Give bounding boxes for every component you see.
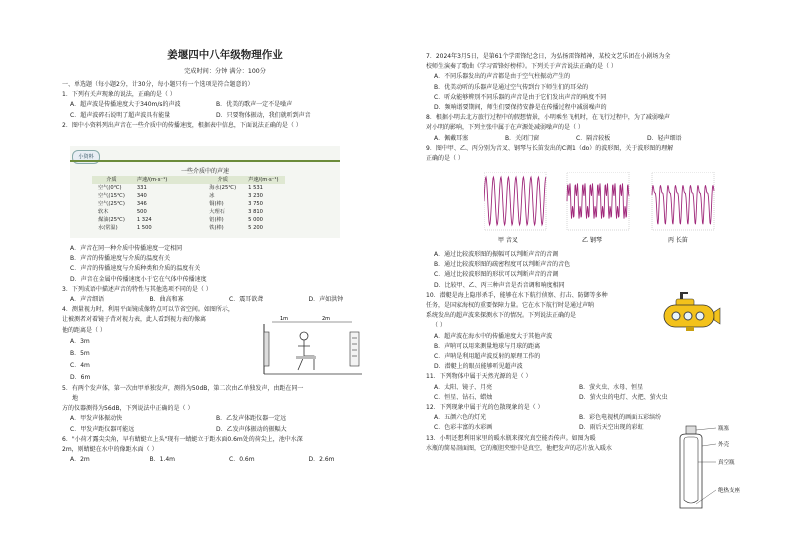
waveform-label-fork: 甲 音叉 bbox=[498, 237, 518, 244]
q1-options bbox=[62, 100, 388, 110]
thermos-figure bbox=[676, 424, 766, 514]
q7-option-c: C．听众能够辨别不同乐器的声音是由于它们发出声音的响度不同 bbox=[434, 93, 607, 101]
q2-stem: 2．图中小资料列出声音在一些介质中的传播速度，根据表中信息，下面说法正确的是（ ） bbox=[62, 121, 302, 129]
q12-option-b: B．彩色电视机的画面五彩缤纷 bbox=[579, 414, 662, 422]
table-row bbox=[92, 200, 285, 208]
table-cell: 空气(25℃) bbox=[98, 201, 125, 207]
q10-option-a: A．超声波在海水中的传播速度大于其他声波 bbox=[434, 332, 553, 340]
q7-option-b: B．优美动听的乐器声是通过空气传到台下师生们的耳朵的 bbox=[434, 83, 589, 91]
q10-stem-2: 任务，是国家海权的重要保障力量。它在水下航行时是通过声呐 bbox=[426, 302, 595, 310]
table-cell: 5 000 bbox=[248, 217, 263, 223]
q3-option-c: C．震耳欲聋 bbox=[229, 296, 264, 304]
q6-option-c: C．0.6m bbox=[229, 456, 255, 464]
q9-stem-1: 9．图中甲、乙、丙分别为音叉、钢琴与长笛发出的C调1（do）的波形图，关于波形图的理解 bbox=[426, 144, 674, 152]
q7-stem-1: 7．2024年3月5日，是第61个学雷锋纪念日，为弘扬雷锋精神，某校文艺乐团在小剧场为全 bbox=[426, 53, 671, 60]
table-cell: 5 200 bbox=[248, 225, 263, 231]
q4-option-b: B．5m bbox=[70, 349, 90, 357]
divider bbox=[70, 160, 340, 162]
q8-stem-2: 对小明的影响，下列主张中属于在声源处减弱噪声的是（ ） bbox=[426, 124, 584, 132]
q13-stem-2: 水瓶的简易剖面图，它的瓶胆夹壁中是真空，他把发声的芯片放入暖水 bbox=[426, 444, 613, 452]
q5-option-a: A．甲发声体振动快 bbox=[70, 415, 123, 423]
q7-stem-2: 校师生演奏了歌曲《学习雷锋好榜样》。下列关于声音说法正确的是（ ） bbox=[426, 63, 617, 71]
q8-option-c: C．隔音较板 bbox=[576, 134, 611, 142]
table-gap bbox=[173, 224, 203, 232]
q6-stem-1: 6．"小荷才露尖尖角，早有蜻蜓立上头"现有一蜻蜓立于距水面0.6m处的荷尖上，池中水深 bbox=[62, 435, 303, 443]
table-cell: 铁(棒) bbox=[209, 225, 224, 231]
q1-option-c: C．超声波碎石说明了超声波具有能量 bbox=[70, 111, 171, 119]
q6-option-b: B．1.4m bbox=[149, 456, 176, 464]
q8-options bbox=[426, 134, 718, 144]
mirror-figure bbox=[262, 314, 362, 384]
q1-option-b: B．优美的歌声一定不是噪声 bbox=[216, 101, 293, 109]
q4-option-c: C．4m bbox=[70, 361, 90, 369]
table-cell: 冰 bbox=[209, 193, 215, 199]
q6-stem-2: 2m，则蜻蜓在水中的像距水面（ ） bbox=[62, 446, 158, 454]
right-column-lower bbox=[426, 250, 718, 454]
q2-option-d: D．声音在金属中传播速度小于它在气体中传播速度 bbox=[70, 275, 207, 283]
q12-options-row2 bbox=[426, 423, 718, 433]
q12-option-a: A．五颜六色的灯光 bbox=[434, 414, 487, 422]
q11-option-a: A．太阳、镜子、月亮 bbox=[434, 383, 493, 391]
q3-option-b: B．曲高和寡 bbox=[149, 296, 184, 304]
q5-stem-1: 5．有两个发声体，第一次由甲单独发声，测得为50dB，第二次由乙单独发声，由距在同一 bbox=[62, 384, 304, 392]
table-cell: 1 531 bbox=[248, 185, 263, 191]
q4-stem-3: 他的距离是（ ） bbox=[62, 326, 106, 334]
table-cell: 500 bbox=[136, 209, 147, 215]
q8-option-a: A．佩戴耳塞 bbox=[434, 134, 469, 142]
q5-options-row2 bbox=[62, 425, 388, 435]
q9-option-b: B．通过比较波形图的疏密程度可以判断声音的音色 bbox=[434, 261, 571, 269]
table-cell: 331 bbox=[136, 185, 147, 191]
table-row bbox=[92, 184, 285, 192]
table-cell: 软木 bbox=[98, 209, 109, 215]
q8-stem-1: 8．根据小明去北方旅行过程中的假想情景，小明乘坐飞机时，在飞行过程中，为了减弱噪声 bbox=[426, 114, 670, 122]
section-heading: 一、单选题（每小题2分，计30分，每小题只有一个选项是符合题意的） bbox=[62, 81, 254, 88]
waveform-piano bbox=[567, 172, 629, 230]
q12-stem: 12．下列现象中属于光的色散现象的是（ ） bbox=[426, 404, 544, 412]
q3-option-a: A．声音细语 bbox=[70, 296, 105, 304]
q10-stem-3: 系统发出的超声波来探测水下的情况。下列说法正确的是 bbox=[426, 312, 577, 320]
table-cell: 340 bbox=[136, 193, 147, 199]
table-cell: 空气(0℃) bbox=[98, 185, 122, 191]
q3-stem: 3．下列成语中描述声音的特性与其他选项不同的是（ ） bbox=[62, 285, 212, 293]
table-row bbox=[92, 208, 285, 216]
q10-stem-4: （ ） bbox=[432, 322, 446, 330]
table-header: 介质 bbox=[92, 176, 131, 184]
q1-options-row2 bbox=[62, 111, 388, 121]
left-column bbox=[62, 80, 388, 131]
q4-option-a: A．3m bbox=[70, 337, 90, 345]
waveform-figure bbox=[484, 172, 720, 248]
q8-option-d: D．轻声细语 bbox=[647, 134, 682, 142]
q2-option-a: A．声音在同一种介质中传播速度一定相同 bbox=[70, 245, 183, 252]
q5-option-c: C．甲发声距仪器可能远 bbox=[70, 425, 135, 433]
q5-option-d: D．乙发声体振动的振幅大 bbox=[216, 425, 287, 433]
table-row bbox=[92, 192, 285, 200]
data-table-box bbox=[70, 146, 340, 238]
q13-stem-1: 13．小明还想利用家里的暖水瓶来探究真空能否传声。如图为暖 bbox=[426, 434, 596, 442]
q6-option-d: D．2.6m bbox=[308, 456, 335, 464]
q11-option-c: C．恒星、钻石、蜡烛 bbox=[434, 393, 493, 401]
table-cell: 大理石 bbox=[209, 209, 225, 215]
q9-stem-2: 正确的是（ ） bbox=[426, 155, 464, 163]
q11-options-row2 bbox=[426, 393, 718, 403]
q3-options bbox=[62, 295, 388, 305]
q10-stem-1: 10．潜艇是海上隐形杀手，能够在水下航行侦察、打击、防御等多种 bbox=[426, 291, 608, 299]
waveform-label-piano: 乙 钢琴 bbox=[582, 237, 602, 244]
thermos-label-support: 绝热支座 bbox=[718, 488, 741, 494]
q4-stem-1: 4．测量视力时，利用平面镜成像特点可以节省空间。如图所示， bbox=[62, 306, 234, 314]
right-column bbox=[426, 52, 718, 164]
table-header: 声速/(m·s⁻¹) bbox=[131, 176, 173, 184]
q1-option-d: D．只要物体振动，我们就听到声音 bbox=[216, 111, 311, 119]
table-cell: 铜(棒) bbox=[209, 201, 224, 207]
thermos-label-vacuum: 真空瓶 bbox=[718, 460, 735, 466]
q5-stem-2: 地 bbox=[72, 395, 79, 403]
table-gap bbox=[173, 176, 203, 184]
q11-option-d: D．萤火虫的电灯、火把、萤火虫 bbox=[579, 393, 668, 401]
q12-option-c: C．色彩丰富的水彩画 bbox=[434, 424, 493, 432]
q10-option-c: C．声呐是利用超声波反射的原理工作的 bbox=[434, 353, 541, 361]
q6-options bbox=[62, 455, 388, 465]
q3-option-d: D．声如洪钟 bbox=[308, 296, 344, 304]
table-cell: 3 230 bbox=[248, 193, 263, 199]
q7-option-d: D．频响谱要期间，师生们要保持安静是在传播过程中减弱噪声的 bbox=[434, 104, 607, 112]
table-row bbox=[92, 216, 285, 224]
submarine-illustration bbox=[660, 290, 722, 336]
q9-option-d: D．比较甲、乙、丙三种声音是否音调和响度相同 bbox=[434, 281, 565, 289]
table-gap bbox=[173, 208, 203, 216]
q5-options bbox=[62, 414, 388, 424]
q5-option-b: B．乙发声体距仪器一定远 bbox=[216, 415, 287, 423]
table-gap bbox=[173, 184, 203, 192]
table-gap bbox=[173, 192, 203, 200]
thermos-label-shell: 外壳 bbox=[718, 442, 730, 448]
waveform-tuning-fork bbox=[484, 172, 546, 230]
table-header: 介质 bbox=[203, 176, 242, 184]
page-meta: 完成时间：分钟 满分：100分 bbox=[184, 68, 266, 75]
table-cell: 水(常温) bbox=[98, 225, 118, 231]
waveform-label-flute: 丙 长笛 bbox=[668, 237, 688, 244]
table-cell: 1 500 bbox=[136, 225, 152, 231]
q10-option-d: D．潜艇上的眼员能够听见超声波 bbox=[434, 363, 523, 371]
table-cell: 346 bbox=[136, 201, 147, 207]
q11-stem: 11．下列物体中属于天然光源的是（ ） bbox=[426, 373, 532, 381]
q11-option-b: B．萤火虫、水母、恒星 bbox=[579, 383, 644, 391]
distance-label-2m: 2m bbox=[322, 316, 331, 322]
thermos-label-stopper: 瓶塞 bbox=[718, 426, 730, 432]
table-caption: 一些介质中的声速 bbox=[180, 168, 229, 175]
q12-options bbox=[426, 413, 718, 423]
q10-option-b: B．声呐可以用来测量地球与月球的距离 bbox=[434, 342, 541, 350]
table-gap bbox=[173, 216, 203, 224]
table-cell: 3 810 bbox=[248, 209, 263, 215]
q6-option-a: A．2m bbox=[70, 456, 90, 464]
q4-option-d: D．6m bbox=[70, 373, 91, 381]
table-cell: 铝(棒) bbox=[209, 217, 224, 223]
speed-table bbox=[92, 176, 285, 232]
q2-option-c: C．声音的传播速度与介质种类和介质的温度有关 bbox=[70, 265, 201, 273]
q11-options bbox=[426, 383, 718, 393]
table-header: 声速/(m·s⁻¹) bbox=[242, 176, 284, 184]
table-cell: 3 750 bbox=[248, 201, 263, 207]
q1-option-a: A．超声波是传播速度大于340m/s的声波 bbox=[70, 101, 181, 109]
table-cell: 煤油(25℃) bbox=[98, 217, 125, 223]
q9-option-c: C．通过比较波形图的形状可以判断声音的音调 bbox=[434, 271, 559, 279]
waveform-flute bbox=[652, 172, 714, 230]
table-cell: 海水(25℃) bbox=[209, 185, 237, 191]
q7-option-a: A．不同乐器发出的声音都是由于空气柱振动产生的 bbox=[434, 73, 571, 81]
q5-stem-3: 方的仪器测得为56dB，下列说法中正确的是（ ） bbox=[62, 405, 194, 413]
q8-option-b: B．关闭门窗 bbox=[505, 134, 540, 142]
distance-label-1m: 1m bbox=[280, 316, 289, 322]
q9-option-a: A．通过比较波形图的振幅可以判断声音的音调 bbox=[434, 251, 559, 258]
table-row bbox=[92, 224, 285, 232]
q1-stem: 1．下列有关声现象的说法，正确的是（ ） bbox=[62, 91, 176, 99]
table-gap bbox=[173, 200, 203, 208]
q12-option-d: D．雨后天空出现的彩虹 bbox=[579, 424, 644, 432]
page-title: 姜堰四中八年级物理作业 bbox=[167, 49, 283, 61]
q2-option-b: B．声音的传播速度与介质的温度有关 bbox=[70, 255, 171, 263]
table-cell: 空气(15℃) bbox=[98, 193, 125, 199]
q4-stem-2: 让被测者对着镜子背对视力表，此人看到视力表的像离 bbox=[62, 316, 207, 324]
data-badge: 小资料 bbox=[72, 150, 100, 164]
table-cell: 1 324 bbox=[136, 217, 152, 223]
table-header-row bbox=[92, 176, 285, 184]
